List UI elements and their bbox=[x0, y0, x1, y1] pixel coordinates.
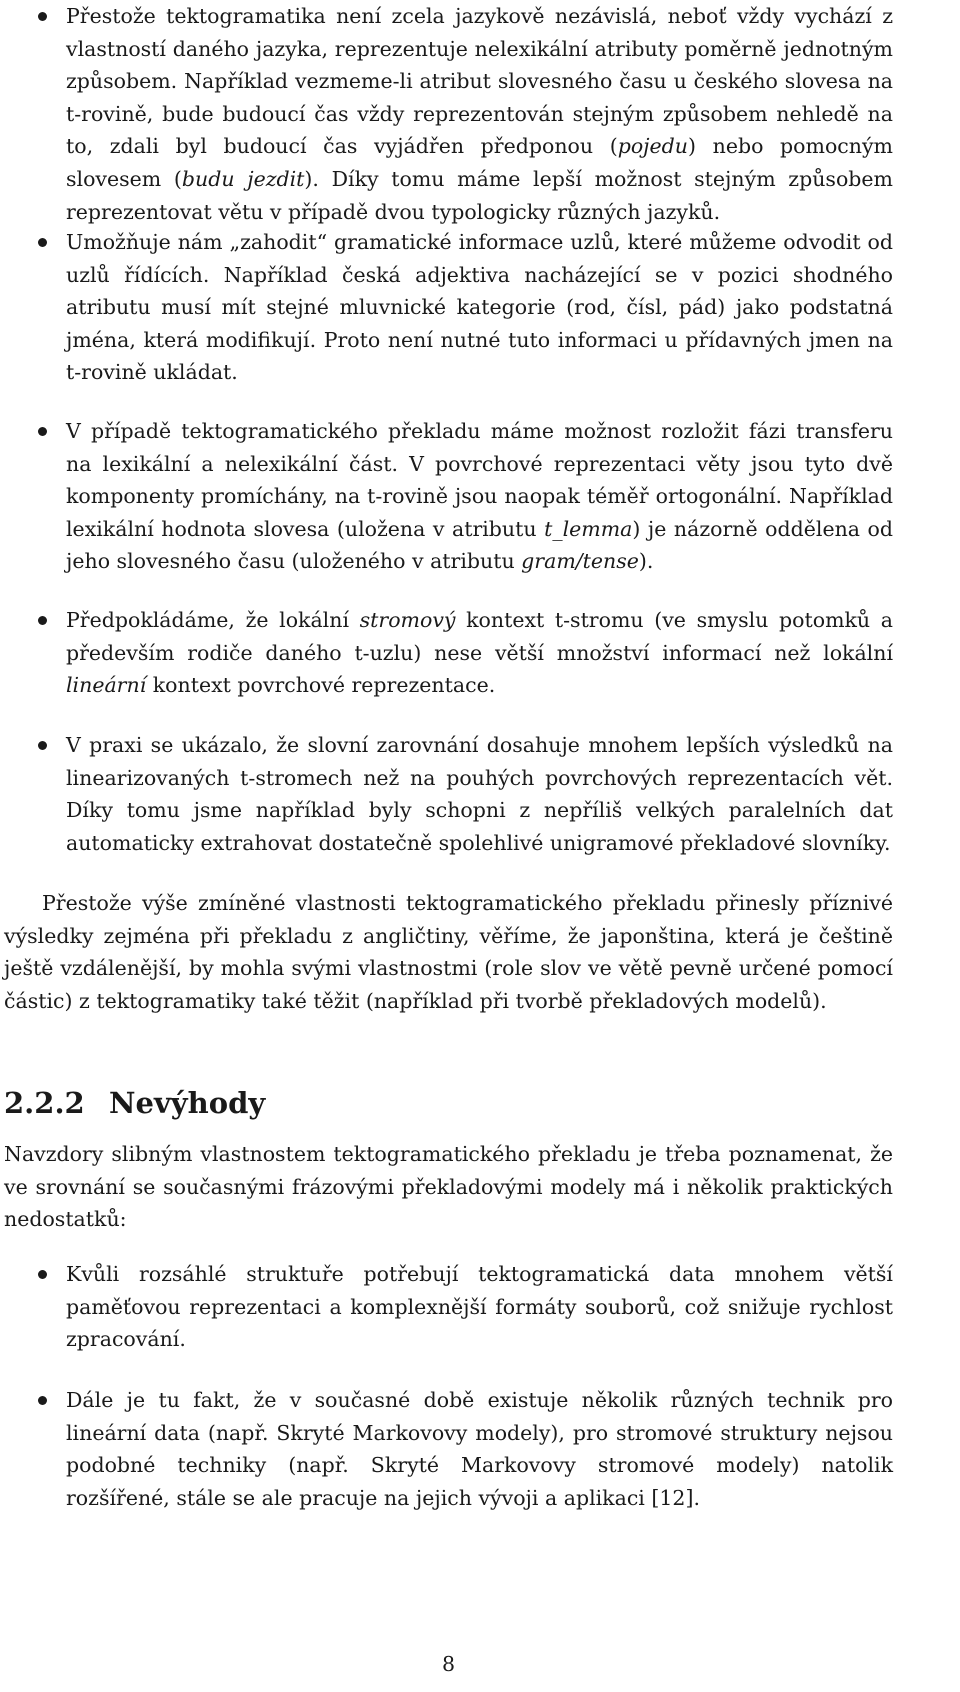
list-item-text: Umožňuje nám „zahodit“ gramatické informace uzlů, které můžeme odvodit od uzlů řídících. Například česká adjektiva nacházející se v pozici shodného atributu musí mít stejné mluvnické kategorie (rod, čísl, pád) jako podstatná jména, která modifikují. Proto není nutné tuto informaci u přídavných jmen na t-rovině ukládat. bbox=[66, 230, 893, 385]
list-item-text: V případě tektogramatického překladu máme možnost rozložit fázi transferu na lexikální a nelexikální část. V povrchové reprezentaci věty jsou tyto dvě komponenty promíchány, na t-rovině jsou naopak téměř ortogonální. Například lexikální hodnota slovesa (uložena v atributu bbox=[66, 419, 893, 541]
italic-term: pojedu bbox=[617, 134, 688, 159]
list-item-text: kontext povrchové reprezentace. bbox=[146, 673, 496, 698]
list-item bbox=[4, 0, 893, 226]
italic-term: stromový bbox=[359, 608, 456, 632]
body-paragraph: Navzdory slibným vlastnostem tektogramatického překladu je třeba poznamenat, že ve srovnání se současnými frázovými překladovými modely má i několik praktických nedostatků: bbox=[4, 1142, 893, 1232]
italic-term: lineární bbox=[66, 673, 147, 698]
list-item-text: ) nebo pomocným slovesem ( bbox=[66, 134, 894, 191]
page-number: 8 bbox=[441, 1652, 456, 1676]
italic-term: budu jezdit bbox=[181, 166, 305, 191]
advantages-list bbox=[4, 0, 893, 859]
bullet-icon bbox=[38, 1396, 47, 1405]
bullet-icon bbox=[38, 427, 47, 436]
bullet-icon bbox=[38, 616, 47, 625]
list-item-text: Předpokládáme, že lokální bbox=[66, 608, 360, 632]
list-item bbox=[4, 604, 893, 729]
bullet-icon bbox=[38, 741, 47, 750]
bullet-icon bbox=[38, 1270, 47, 1279]
list-item-text: ) je názorně oddělena od jeho slovesného času (uloženého v atributu bbox=[66, 516, 893, 574]
list-item-text: Kvůli rozsáhlé struktuře potřebují tektogramatická data mnohem větší paměťovou reprezentaci a komplexnější formáty souborů, což snižuje rychlost zpracování. bbox=[66, 1262, 893, 1352]
list-item-text: V praxi se ukázalo, že slovní zarovnání dosahuje mnohem lepších výsledků na linearizovaných t-stromech než na pouhých povrchových reprezentacích vět. Díky tomu jsme například byly schopni z nepříliš velkých paralelních dat automaticky extrahovat dostatečně spolehlivé unigramové překladové slovníky. bbox=[66, 733, 893, 855]
body-paragraph: Přestože výše zmíněné vlastnosti tektogramatického překladu přinesly příznivé výsledky zejména při překladu z angličtiny, věříme, že japonština, která je češtině ještě vzdálenější, by mohla svými vlastnostmi (role slov ve větě pevně určené pomocí částic) z tektogramatiky také těžit (například při tvorbě překladových modelů). bbox=[4, 891, 893, 1013]
list-item-text: ). Díky tomu máme lepší možnost stejným způsobem reprezentovat větu v případě dvou typologicky různých jazyků. bbox=[66, 166, 893, 224]
list-item-text: Dále je tu fakt, že v současné době existuje několik různých technik pro lineární data (např. Skryté Markovovy modely), pro stromové struktury nejsou podobné techniky (např. Skryté Markovovy stromové modely) natolik rozšířené, stále se ale pracuje na jejich vývoji a aplikaci [12]. bbox=[66, 1388, 893, 1510]
bullet-icon bbox=[38, 238, 47, 247]
list-item bbox=[4, 1258, 893, 1384]
italic-term: t_lemma bbox=[544, 516, 633, 541]
list-item bbox=[4, 415, 893, 604]
list-item bbox=[4, 226, 893, 415]
list-item-text: kontext t-stromu (ve smyslu potomků a především rodiče daného t-uzlu) nese větší množství informací než lokální bbox=[66, 608, 893, 665]
section-title: Nevýhody bbox=[109, 1086, 266, 1120]
list-item bbox=[4, 729, 893, 859]
list-item-text: ). bbox=[638, 549, 654, 574]
italic-term: gram/tense bbox=[521, 549, 639, 574]
list-item-text: Přestože tektogramatika není zcela jazykově nezávislá, neboť vždy vychází z vlastností daného jazyka, reprezentuje nelexikální atributy poměrně jednotným způsobem. Například vezmeme-li atribut slovesného času u českého slovesa na t-rovině, bude budoucí čas vždy reprezentován stejným způsobem nehledě na to, zdali byl budoucí čas vyjádřen předponou ( bbox=[66, 4, 893, 159]
section-heading bbox=[4, 1085, 265, 1121]
list-item bbox=[4, 1384, 893, 1514]
disadvantages-list bbox=[4, 1258, 893, 1514]
bullet-icon bbox=[38, 12, 47, 21]
section-number: 2.2.2 bbox=[4, 1086, 85, 1120]
